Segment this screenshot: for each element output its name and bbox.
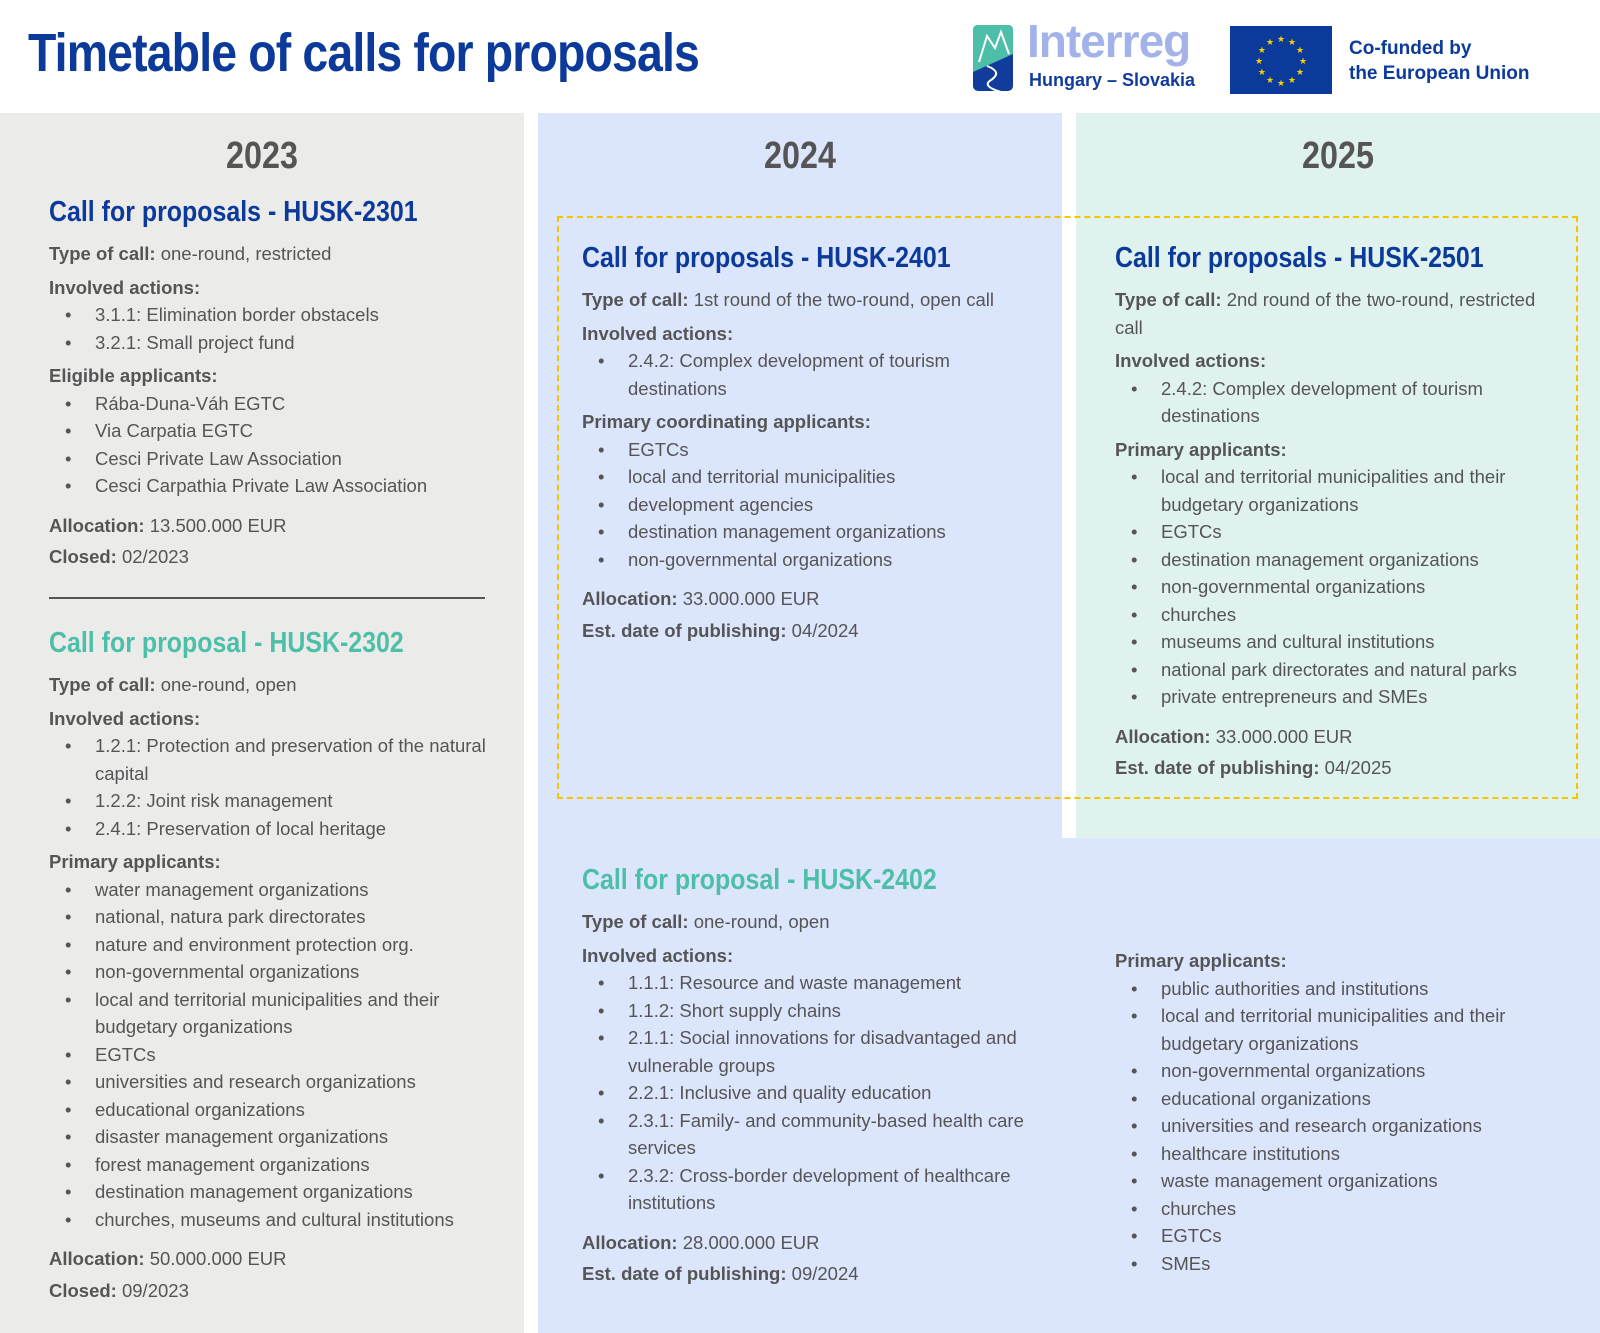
info-label: Allocation: <box>49 514 145 536</box>
group-label-text: Involved actions: <box>582 944 734 966</box>
type-label: Type of call: <box>49 243 156 264</box>
list-item: • educational organizations <box>49 1096 499 1124</box>
list-item: • private entrepreneurs and SMEs <box>1115 683 1555 711</box>
list-item: • disaster management organizations <box>49 1123 499 1151</box>
eu-line-1: Co-funded by <box>1349 38 1472 59</box>
info-label: Closed: <box>49 1279 117 1301</box>
type-value: 2nd round of the two-round, restricted call <box>1115 289 1536 338</box>
list-item: • EGTCs <box>1115 518 1555 546</box>
star-icon: ★ <box>1276 34 1286 44</box>
list-item: • 1.2.1: Protection and preservation of the natural capital <box>49 732 499 787</box>
info-row <box>1115 754 1555 782</box>
group-label <box>49 848 499 876</box>
page-title: Timetable of calls for proposals <box>28 23 699 83</box>
group-label-text: Primary coordinating applicants: <box>582 411 871 432</box>
info-row <box>582 1260 1032 1288</box>
star-icon: ★ <box>1257 67 1266 77</box>
list-item: • churches <box>1115 601 1555 629</box>
list-item: • 2.3.2: Cross-border development of healthcare institutions <box>582 1162 1032 1217</box>
group-label-text: Involved actions: <box>1115 350 1267 371</box>
type-label: Type of call: <box>582 289 689 310</box>
list-item: • 2.4.1: Preservation of local heritage <box>49 815 499 843</box>
call-title: Call for proposals - HUSK-2401 <box>582 242 951 274</box>
info-value: 04/2025 <box>1324 757 1392 778</box>
group-list <box>1115 463 1555 711</box>
group-list <box>49 390 499 500</box>
group-list <box>1115 975 1555 1278</box>
info-label: Allocation: <box>1115 725 1211 747</box>
eu-flag-icon <box>1230 26 1332 94</box>
group-label <box>582 408 1032 436</box>
list-item: • 2.4.2: Complex development of tourism destinations <box>582 347 1032 402</box>
info-value: 04/2024 <box>791 619 859 641</box>
year-2024: 2024 <box>764 135 836 177</box>
info-row <box>582 585 1032 613</box>
list-item: • 1.1.1: Resource and waste management <box>582 969 1032 997</box>
region-label: Hungary – Slovakia <box>1029 70 1196 90</box>
list-item: • healthcare institutions <box>1115 1140 1555 1168</box>
group-label <box>49 274 499 302</box>
info-label: Est. date of publishing: <box>582 1263 787 1284</box>
group-label-text: Primary applicants: <box>1115 438 1287 460</box>
group-label <box>49 705 499 733</box>
info-value: 33.000.000 EUR <box>682 588 820 609</box>
call-title: Call for proposal - HUSK-2302 <box>49 627 404 659</box>
eu-line-2: the European Union <box>1349 63 1530 84</box>
info-row <box>49 1245 499 1273</box>
list-item: • development agencies <box>582 491 1032 519</box>
star-icon: ★ <box>1265 36 1275 47</box>
list-item: • destination management organizations <box>582 518 1032 546</box>
type-value: 1st round of the two-round, open call <box>693 289 995 310</box>
info-row <box>49 543 499 571</box>
list-item: • destination management organizations <box>1115 546 1555 574</box>
group-label-text: Primary applicants: <box>49 851 221 872</box>
type-of-call <box>49 240 499 268</box>
list-item: • EGTCs <box>582 436 1032 464</box>
info-label: Est. date of publishing: <box>1115 757 1320 778</box>
list-item: • 1.1.2: Short supply chains <box>582 997 1032 1025</box>
list-item: • 2.2.1: Inclusive and quality education <box>582 1079 1032 1107</box>
info-value: 33.000.000 EUR <box>1215 725 1353 747</box>
star-icon: ★ <box>1265 75 1275 86</box>
star-icon: ★ <box>1296 45 1305 55</box>
star-icon: ★ <box>1296 67 1305 77</box>
info-value: 02/2023 <box>121 546 189 567</box>
star-icon: ★ <box>1254 56 1264 66</box>
info-row <box>582 1229 1032 1257</box>
group-list <box>49 732 499 842</box>
info-label: Allocation: <box>49 1248 145 1269</box>
group-label <box>582 942 1032 970</box>
type-label: Type of call: <box>49 674 156 695</box>
call-section-husk-2402 <box>582 862 1032 1288</box>
call-title: Call for proposals - HUSK-2501 <box>1115 242 1484 274</box>
list-item: • waste management organizations <box>1115 1167 1555 1195</box>
type-of-call <box>49 671 499 699</box>
call-title: Call for proposals - HUSK-2301 <box>49 196 418 228</box>
group-list <box>49 876 499 1234</box>
type-value: one-round, open <box>693 911 830 932</box>
group-list <box>49 301 499 356</box>
info-value: 13.500.000 EUR <box>149 514 287 536</box>
group-label-text: Involved actions: <box>49 707 201 729</box>
call-section-husk-2501 <box>1115 240 1555 782</box>
list-item: • national, natura park directorates <box>49 903 499 931</box>
list-item: • museums and cultural institutions <box>1115 628 1555 656</box>
list-item: • Via Carpatia EGTC <box>49 417 499 445</box>
list-item: • Cesci Private Law Association <box>49 445 499 473</box>
list-item: • local and territorial municipalities and their budgetary organizations <box>1115 463 1555 518</box>
type-value: one-round, restricted <box>160 243 332 264</box>
group-label-text: Primary applicants: <box>1115 950 1287 971</box>
type-value: one-round, open <box>160 674 297 695</box>
group-label <box>49 362 499 390</box>
call-section-husk-2301 <box>49 194 499 571</box>
year-2025: 2025 <box>1302 135 1374 177</box>
call-section-husk-2302 <box>49 625 499 1304</box>
info-label: Allocation: <box>582 588 678 609</box>
group-list <box>1115 375 1555 430</box>
type-of-call <box>582 908 1032 936</box>
info-label: Est. date of publishing: <box>582 619 787 641</box>
list-item: • non-governmental organizations <box>582 546 1032 574</box>
info-value: 09/2024 <box>791 1263 859 1284</box>
list-item: • 2.1.1: Social innovations for disadvantaged and vulnerable groups <box>582 1024 1032 1079</box>
list-item: • local and territorial municipalities <box>582 463 1032 491</box>
info-label: Allocation: <box>582 1231 678 1253</box>
info-row <box>1115 723 1555 751</box>
list-item: • water management organizations <box>49 876 499 904</box>
call-section-husk-2402-applicants <box>1115 941 1555 1283</box>
type-of-call <box>1115 286 1555 341</box>
list-item: • non-governmental organizations <box>1115 1057 1555 1085</box>
list-item: • churches, museums and cultural institutions <box>49 1206 499 1234</box>
list-item: • public authorities and institutions <box>1115 975 1555 1003</box>
star-icon: ★ <box>1287 36 1297 47</box>
list-item: • national park directorates and natural parks <box>1115 656 1555 684</box>
logo-bar <box>973 15 1530 94</box>
star-icon: ★ <box>1287 75 1297 86</box>
group-label-text: Involved actions: <box>582 322 734 344</box>
list-item: • non-governmental organizations <box>1115 573 1555 601</box>
type-label: Type of call: <box>582 911 689 932</box>
interreg-wordmark: Interreg <box>1027 15 1191 67</box>
list-item: • 2.4.2: Complex development of tourism destinations <box>1115 375 1555 430</box>
divider <box>49 597 485 599</box>
type-label: Type of call: <box>1115 289 1222 310</box>
list-item: • EGTCs <box>49 1041 499 1069</box>
list-item: • local and territorial municipalities and their budgetary organizations <box>1115 1002 1555 1057</box>
group-list <box>582 436 1032 574</box>
year-2023: 2023 <box>226 135 298 177</box>
list-item: • local and territorial municipalities and their budgetary organizations <box>49 986 499 1041</box>
list-item: • universities and research organizations <box>49 1068 499 1096</box>
info-value: 28.000.000 EUR <box>682 1231 820 1253</box>
group-label-text: Eligible applicants: <box>49 365 218 386</box>
info-row <box>49 512 499 540</box>
list-item: • 1.2.2: Joint risk management <box>49 787 499 815</box>
list-item: • educational organizations <box>1115 1085 1555 1113</box>
list-item: • universities and research organizations <box>1115 1112 1555 1140</box>
info-row <box>582 617 1032 645</box>
list-item: • Rába-Duna-Váh EGTC <box>49 390 499 418</box>
list-item: • churches <box>1115 1195 1555 1223</box>
info-value: 50.000.000 EUR <box>149 1248 287 1269</box>
star-icon: ★ <box>1257 45 1266 55</box>
group-list <box>582 347 1032 402</box>
list-item: • destination management organizations <box>49 1178 499 1206</box>
info-label: Closed: <box>49 546 117 567</box>
list-item: • non-governmental organizations <box>49 958 499 986</box>
list-item: • nature and environment protection org. <box>49 931 499 959</box>
info-row <box>49 1277 499 1305</box>
list-item: • Cesci Carpathia Private Law Association <box>49 472 499 500</box>
info-value: 09/2023 <box>121 1279 189 1301</box>
star-icon: ★ <box>1298 56 1308 66</box>
group-label <box>1115 347 1555 375</box>
list-item: • EGTCs <box>1115 1222 1555 1250</box>
eu-cofunded-label <box>1349 36 1530 86</box>
list-item: • forest management organizations <box>49 1151 499 1179</box>
star-icon: ★ <box>1276 78 1286 88</box>
group-label <box>582 320 1032 348</box>
call-section-husk-2401 <box>582 240 1032 644</box>
type-of-call <box>582 286 1032 314</box>
group-label <box>1115 947 1555 975</box>
list-item: • 3.2.1: Small project fund <box>49 329 499 357</box>
list-item: • 3.1.1: Elimination border obstacels <box>49 301 499 329</box>
group-label-text: Involved actions: <box>49 276 201 298</box>
group-list <box>582 969 1032 1217</box>
group-label <box>1115 436 1555 464</box>
list-item: • SMEs <box>1115 1250 1555 1278</box>
list-item: • 2.3.1: Family- and community-based health care services <box>582 1107 1032 1162</box>
call-title: Call for proposal - HUSK-2402 <box>582 864 937 896</box>
